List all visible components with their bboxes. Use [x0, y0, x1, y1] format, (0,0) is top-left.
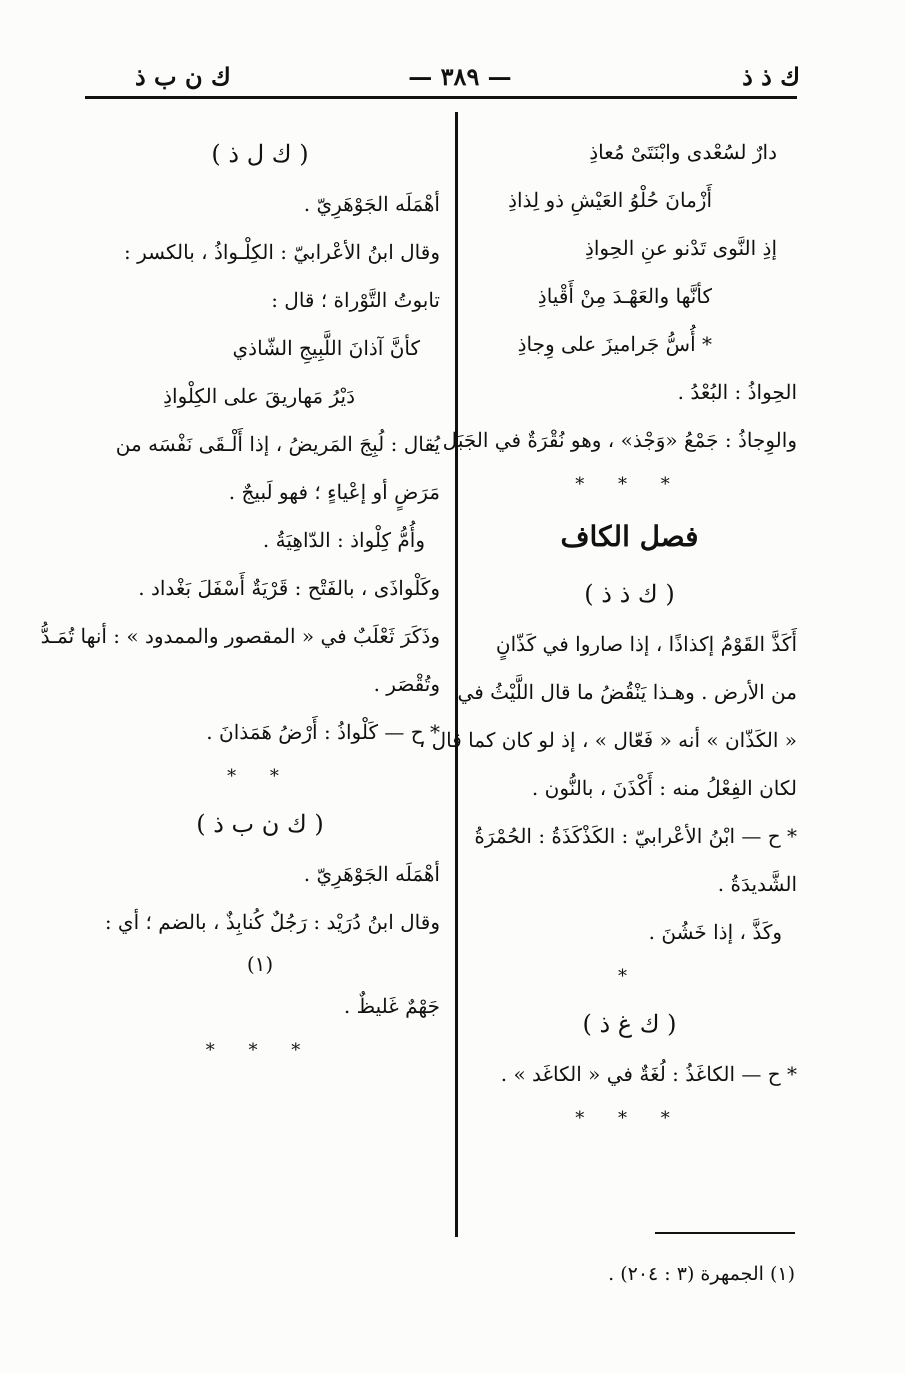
- right-column-line: وكَذَّ ، إذا خَشُنَ .: [648, 920, 782, 944]
- left-column-line: أهْمَلَه الجَوْهَرِيّ .: [303, 192, 440, 216]
- right-column-line: * أُسُّ جَراميزَ على وِجاذِ: [517, 332, 712, 356]
- left-column-line: وذَكَرَ ثَعْلَبٌ في « المقصور والممدود » : أنها تُمَـدُّ: [40, 624, 440, 648]
- left-column-line: يُقال : لُبِجَ المَريضُ ، إذا أَلْـقَى نَفْسَه من: [115, 432, 440, 456]
- right-column: [418, 128, 797, 1140]
- left-column-line: وتُقْصَر .: [373, 672, 440, 696]
- right-column-line: والوِجاذُ : جَمْعُ «وَجْذ» ، وهو نُقْرَةٌ في الجَبَل .: [429, 428, 797, 452]
- right-column-line: الشَّديدَةُ .: [717, 872, 797, 896]
- footnote: (١) الجمهرة (٣ : ٢٠٤) .: [608, 1263, 795, 1285]
- left-column-line: وأُمُّ كِلْواذ : الدّاهِيَةُ .: [262, 528, 425, 552]
- left-column-line: * ح — كَلْواذُ : أَرْضُ هَمَذانَ .: [206, 720, 440, 744]
- right-column-line: * ح — الكاغَذُ : لُغَةٌ في « الكاغَد » .: [500, 1062, 797, 1086]
- left-column-line: وكَلْواذَى ، بالفَتْح : قَرْيَةٌ أَسْفَلَ بَغْداد .: [138, 576, 440, 600]
- right-column-line: « الكَذّان » أنه « فَعّال » ، إذ لو كان كما قال ،: [418, 728, 797, 752]
- right-column-line: كأنَّها والعَهْـدَ مِنْ أَقْياذِ: [537, 284, 712, 308]
- left-column-line: أهْمَلَه الجَوْهَرِيّ .: [303, 862, 440, 886]
- page-number: — ٣٨٩ —: [408, 62, 512, 91]
- right-column-line: إذِ النَّوى تَدْنو عنِ الحِواذِ: [584, 236, 777, 260]
- right-column-line: من الأرض . وهـذا يَنْقُضُ ما قال اللَّيْثُ في: [457, 680, 797, 704]
- right-column-line: * ح — ابْنُ الأعْرابيّ : الكَذْكَذَةُ : الحُمْرَةُ: [474, 824, 797, 848]
- right-column-line: ( ك ذ ذ ): [584, 580, 675, 608]
- left-column-line: * * *: [205, 1040, 315, 1061]
- right-column-line: الحِواذُ : البُعْدُ .: [677, 380, 797, 404]
- right-column-line: ( ك غ ذ ): [582, 1010, 677, 1038]
- right-column-line: أَزْمانَ حُلْوُ العَيْشِ ذو لِذاذِ: [508, 188, 712, 212]
- right-column-line: * * *: [575, 474, 684, 495]
- right-column-line: أَكَذَّ القَوْمُ إكذاذًا ، إذا صاروا في كَذّانٍ: [495, 632, 797, 656]
- left-column-line: (١): [246, 952, 274, 976]
- left-column-line: مَرَضٍ أو إعْياءٍ ؛ فهو لَبيجٌ .: [228, 480, 440, 504]
- left-column: [40, 128, 440, 1072]
- footnote-rule: [655, 1232, 795, 1234]
- right-column-line: لكان الفِعْلُ منه : أَكْذَنَ ، بالنُّون .: [531, 776, 797, 800]
- running-head-right: ك ذ ذ: [742, 62, 800, 91]
- left-column-line: وقال ابنُ الأعْرابيّ : الكِلْـواذُ ، بالكسر :: [124, 240, 440, 264]
- left-column-line: كأنَّ آذانَ اللَّبِيجِ الشّاذي: [232, 336, 420, 360]
- left-column-line: * *: [227, 766, 293, 787]
- right-column-line: دارٌ لسُعْدى وابْنَتَىْ مُعاذِ: [589, 140, 777, 164]
- left-column-line: ( ك ل ذ ): [211, 140, 309, 168]
- left-column-line: دَيْرُ مَهاريقَ على الكِلْواذِ: [163, 384, 355, 408]
- left-column-line: جَهْمٌ غَليظٌ .: [343, 994, 440, 1018]
- left-column-line: وقال ابنُ دُرَيْد : رَجُلٌ كُنابِذٌ ، بالضم ؛ أي :: [104, 910, 440, 934]
- left-column-line: تابوتُ التَّوْراة ؛ قال :: [271, 288, 440, 312]
- right-column-line: *: [618, 966, 641, 987]
- header-rule: [85, 96, 797, 99]
- right-column-line: فصل الكاف: [560, 520, 699, 553]
- right-column-line: * * *: [575, 1108, 684, 1129]
- running-head-left: ك ن ب ذ: [135, 62, 231, 91]
- left-column-line: ( ك ن ب ذ ): [196, 810, 324, 838]
